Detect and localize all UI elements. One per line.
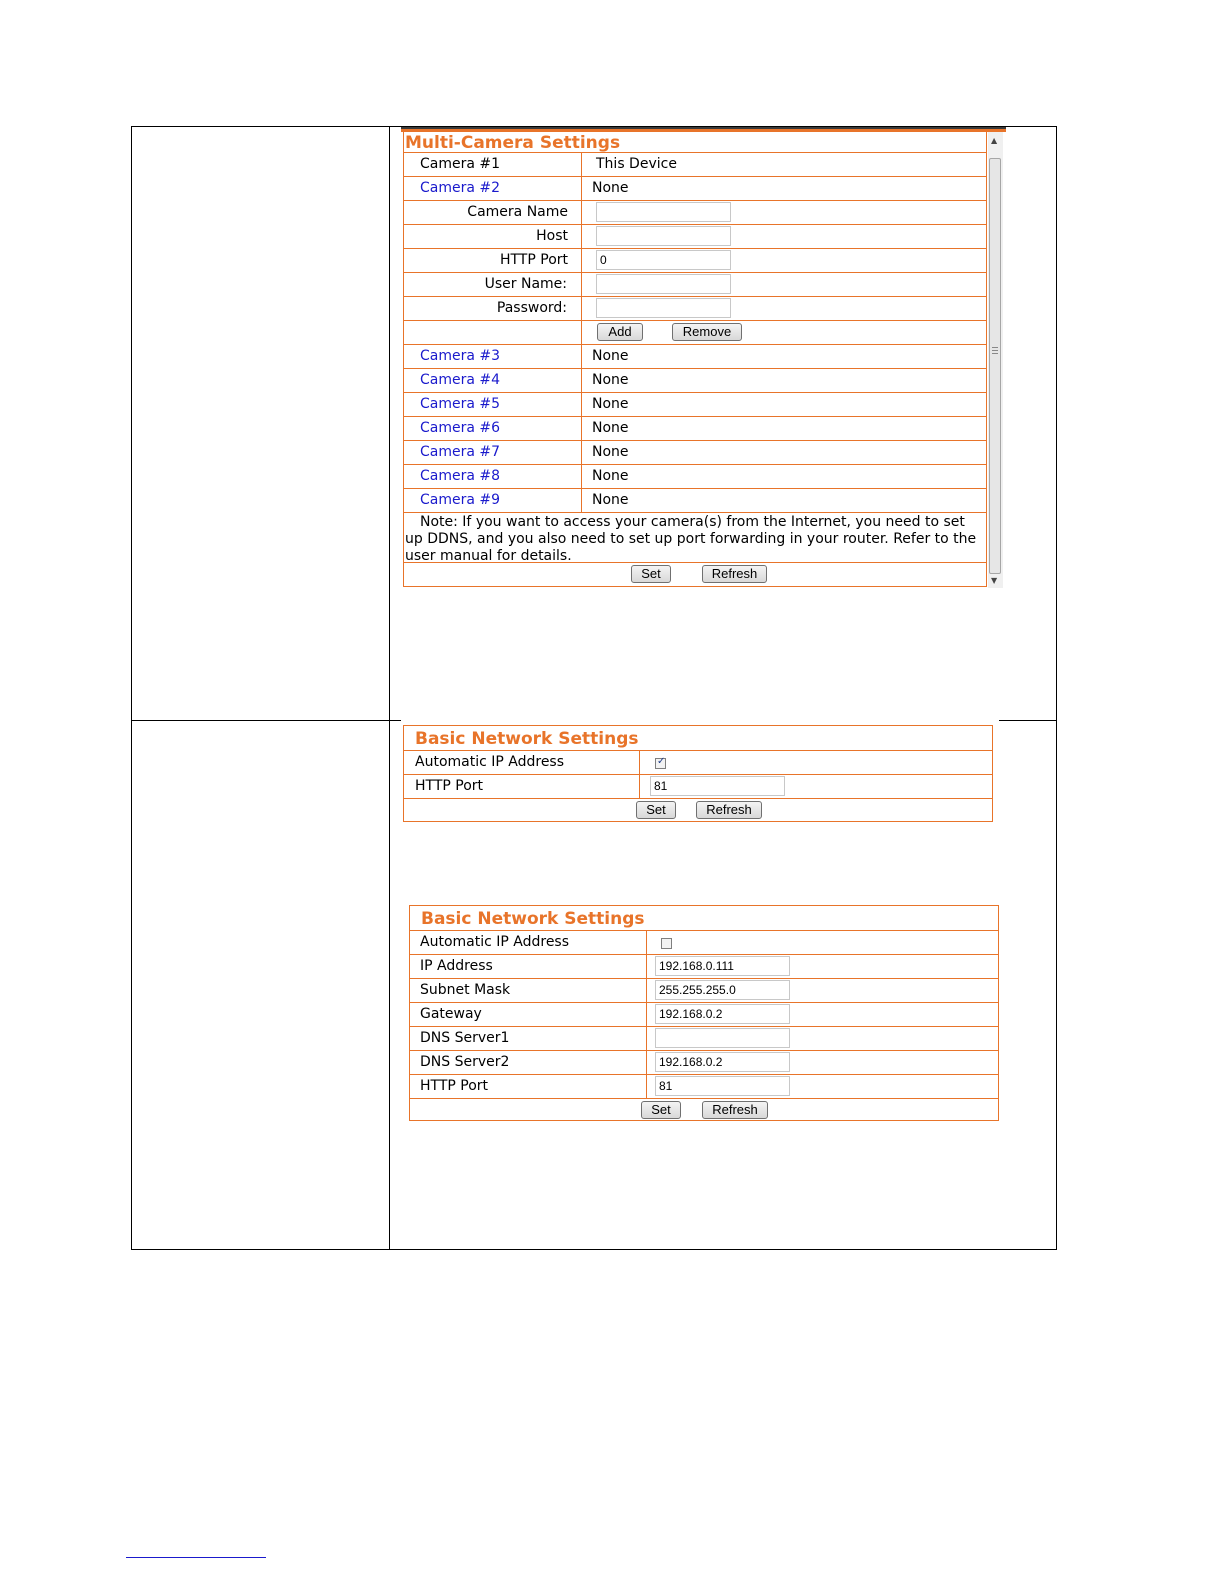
- gateway-label: Gateway: [420, 1006, 482, 1022]
- http-port-input-auto[interactable]: 81: [650, 776, 785, 796]
- camera-row-8: [404, 464, 986, 488]
- auto-ip-label: Automatic IP Address: [415, 754, 565, 770]
- subnet-mask-input[interactable]: 255.255.255.0: [655, 980, 790, 1000]
- column-divider: [389, 126, 390, 1250]
- auto-ip-checkbox-manual[interactable]: [661, 938, 672, 949]
- vertical-scrollbar[interactable]: [988, 132, 1003, 588]
- row-divider-left: [131, 720, 389, 721]
- camera-7-value: None: [592, 444, 629, 460]
- camera-4-value: None: [592, 372, 629, 388]
- ip-address-label: IP Address: [420, 958, 493, 974]
- camera-3-link[interactable]: Camera #3: [420, 348, 501, 364]
- ip-address-input[interactable]: 192.168.0.111: [655, 956, 790, 976]
- dns1-label: DNS Server1: [420, 1030, 510, 1046]
- set-button-manual[interactable]: Set: [641, 1101, 681, 1119]
- ip-address-row: [410, 954, 998, 978]
- gateway-input[interactable]: 192.168.0.2: [655, 1004, 790, 1024]
- add-remove-row: [404, 320, 986, 344]
- http-port-input-manual[interactable]: 81: [655, 1076, 790, 1096]
- camera-row-9: [404, 488, 986, 512]
- set-refresh-row: [404, 562, 986, 586]
- multi-camera-panel: [403, 132, 987, 587]
- user-name-input[interactable]: [596, 274, 731, 294]
- camera-row-4: [404, 368, 986, 392]
- camera-6-value: None: [592, 420, 629, 436]
- dns1-input[interactable]: [655, 1028, 790, 1048]
- http-port-label-manual: HTTP Port: [420, 1078, 489, 1094]
- set-button[interactable]: Set: [631, 565, 671, 583]
- user-name-row: [404, 272, 986, 296]
- camera-8-link[interactable]: Camera #8: [420, 468, 501, 484]
- camera-9-link[interactable]: Camera #9: [420, 492, 501, 508]
- scrollbar-thumb[interactable]: [989, 158, 1001, 574]
- http-port-row-manual: [410, 1074, 998, 1098]
- remove-button[interactable]: Remove: [672, 323, 742, 341]
- password-row: [404, 296, 986, 320]
- camera-name-input[interactable]: [596, 202, 731, 222]
- camera-row-1: [404, 152, 986, 176]
- network-auto-panel: [403, 725, 993, 822]
- note-row: [404, 512, 986, 563]
- footnote-rule: [126, 1557, 266, 1558]
- dns2-row: [410, 1050, 998, 1074]
- network-auto-title: Basic Network Settings: [415, 729, 639, 749]
- http-port-label-auto: HTTP Port: [415, 778, 484, 794]
- camera-5-value: None: [592, 396, 629, 412]
- auto-ip-row: [404, 750, 992, 774]
- checkmark-icon: ✓: [657, 756, 666, 767]
- camera-6-link[interactable]: Camera #6: [420, 420, 501, 436]
- set-button-auto[interactable]: Set: [636, 801, 676, 819]
- dns1-row: [410, 1026, 998, 1050]
- camera-1-value: This Device: [596, 156, 677, 172]
- auto-ip-label-manual: Automatic IP Address: [420, 934, 570, 950]
- camera-9-value: None: [592, 492, 629, 508]
- subnet-mask-label: Subnet Mask: [420, 982, 511, 998]
- network-manual-title: Basic Network Settings: [421, 909, 645, 929]
- dns2-input[interactable]: 192.168.0.2: [655, 1052, 790, 1072]
- add-button[interactable]: Add: [597, 323, 643, 341]
- password-label: Password:: [496, 300, 567, 316]
- camera-3-value: None: [592, 348, 629, 364]
- camera-row-5: [404, 392, 986, 416]
- host-label: Host: [536, 228, 568, 244]
- http-port-row: [404, 248, 986, 272]
- password-input[interactable]: [596, 298, 731, 318]
- camera-8-value: None: [592, 468, 629, 484]
- http-port-row-auto: [404, 774, 992, 798]
- camera-row-2: [404, 176, 986, 200]
- set-refresh-row-auto: [404, 798, 992, 822]
- scroll-up-arrow-icon[interactable]: ▲: [991, 136, 998, 145]
- host-input[interactable]: [596, 226, 731, 246]
- camera-row-3: [404, 344, 986, 368]
- row-divider-right: [999, 720, 1057, 721]
- auto-ip-row-manual: [410, 930, 998, 954]
- set-refresh-row-manual: [410, 1098, 998, 1122]
- gateway-row: [410, 1002, 998, 1026]
- camera-name-label: Camera Name: [467, 204, 568, 220]
- camera-1-label: Camera #1: [420, 156, 501, 172]
- refresh-button-auto[interactable]: Refresh: [696, 801, 762, 819]
- http-port-label: HTTP Port: [499, 252, 568, 268]
- camera-row-7: [404, 440, 986, 464]
- camera-2-value: None: [592, 180, 629, 196]
- multi-camera-title: Multi-Camera Settings: [405, 133, 621, 153]
- camera-2-link[interactable]: Camera #2: [420, 180, 501, 196]
- auto-ip-checkbox[interactable]: [655, 758, 666, 769]
- scroll-down-arrow-icon[interactable]: ▼: [991, 576, 998, 585]
- camera-5-link[interactable]: Camera #5: [420, 396, 501, 412]
- camera-row-6: [404, 416, 986, 440]
- subnet-mask-row: [410, 978, 998, 1002]
- refresh-button[interactable]: Refresh: [702, 565, 767, 583]
- network-manual-panel: [409, 905, 999, 1121]
- host-row: [404, 224, 986, 248]
- user-name-label: User Name:: [484, 276, 567, 292]
- camera-name-row: [404, 200, 986, 224]
- camera-7-link[interactable]: Camera #7: [420, 444, 501, 460]
- http-port-input[interactable]: 0: [596, 250, 731, 270]
- note-text: Note: If you want to access your camera(s) from the Internet, you need to set up DDNS, and you also need to set up port forwarding in your router. Refer to the user manual for details.: [405, 514, 977, 564]
- row-divider-mid: [389, 720, 401, 721]
- dns2-label: DNS Server2: [420, 1054, 510, 1070]
- camera-4-link[interactable]: Camera #4: [420, 372, 501, 388]
- refresh-button-manual[interactable]: Refresh: [702, 1101, 768, 1119]
